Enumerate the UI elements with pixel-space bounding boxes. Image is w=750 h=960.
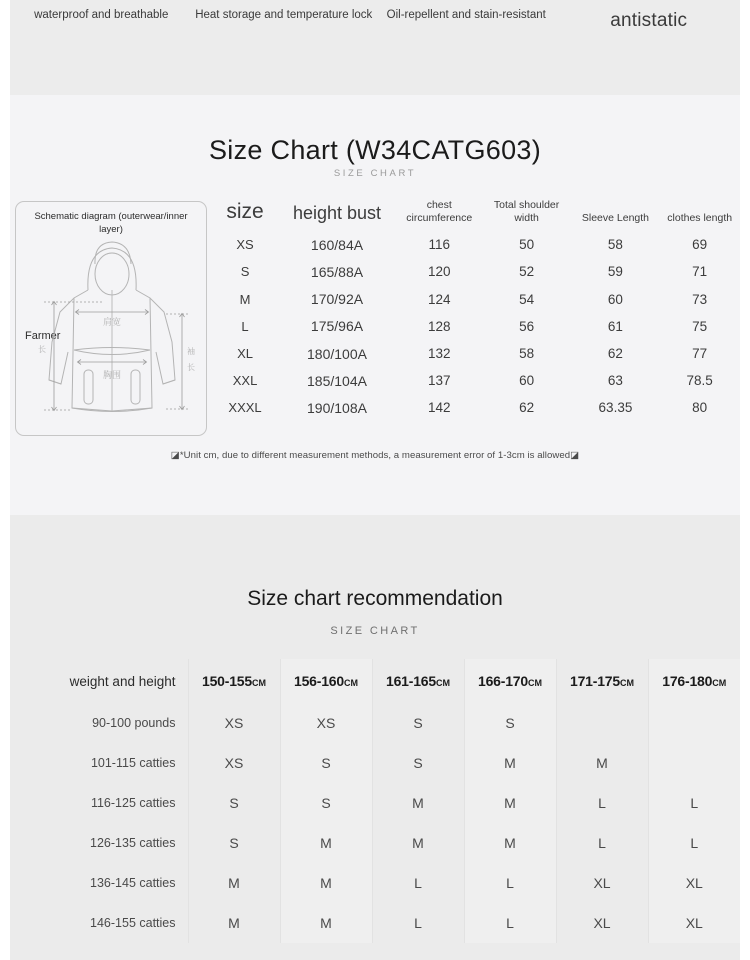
- recommended-size-cell: XS: [188, 703, 280, 743]
- recommended-size-cell: M: [464, 823, 556, 863]
- feature-row: [10, 0, 740, 34]
- recommendation-body: [10, 703, 740, 943]
- cell-size: XXL: [232, 373, 258, 389]
- recommended-size-cell: S: [372, 703, 464, 743]
- cell-height-bust: 165/88A: [310, 263, 364, 280]
- size-table-header-row: [213, 199, 740, 231]
- recommended-size-cell: S: [372, 743, 464, 783]
- cell-clothes-length: 77: [692, 346, 708, 362]
- size-chart-body: [10, 201, 740, 436]
- cell-size: S: [240, 264, 250, 280]
- cell-height-bust: 185/104A: [307, 372, 367, 389]
- cell-chest-circumference: 120: [428, 264, 451, 280]
- size-table-body: [213, 231, 740, 421]
- size-table-row: [213, 313, 740, 340]
- size-chart-title: Size Chart (W34CATG603): [209, 135, 541, 165]
- chest-label: 胸围: [102, 371, 122, 381]
- cell-size: M: [239, 291, 251, 307]
- cell-size: XS: [236, 237, 254, 253]
- cell-sleeve-length: 63: [607, 373, 623, 389]
- cell-clothes-length: 78.5: [686, 373, 713, 389]
- recommended-size-cell: XS: [280, 703, 372, 743]
- cell-total-shoulder-width: 52: [519, 264, 535, 280]
- height-range: 176-180: [662, 673, 713, 689]
- recommended-size-cell: L: [556, 823, 648, 863]
- recommended-size-cell: XL: [648, 863, 740, 903]
- col-header-clothes-length: clothes length: [667, 211, 733, 224]
- recommended-size-cell: M: [280, 823, 372, 863]
- recommendation-corner-label: weight and height: [69, 673, 176, 689]
- col-header-total-shoulder-width: Total shoulder width: [493, 199, 560, 224]
- cell-total-shoulder-width: 62: [519, 400, 535, 416]
- cell-total-shoulder-width: 56: [519, 318, 535, 334]
- recommended-size-cell: M: [280, 903, 372, 943]
- size-measurements-table: [213, 199, 740, 422]
- recommended-size-cell: L: [464, 863, 556, 903]
- recommended-size-cell: S: [188, 823, 280, 863]
- height-unit: CM: [527, 678, 542, 688]
- recommended-size-cell: L: [648, 823, 740, 863]
- cell-chest-circumference: 124: [428, 291, 451, 307]
- recommended-size-cell: S: [188, 783, 280, 823]
- cell-height-bust: 180/100A: [307, 345, 367, 362]
- cell-chest-circumference: 132: [428, 346, 451, 362]
- recommended-size-cell: [648, 743, 740, 783]
- cell-height-bust: 175/96A: [310, 318, 364, 335]
- recommended-size-cell: M: [188, 903, 280, 943]
- cell-height-bust: 160/84A: [310, 236, 364, 253]
- height-range: 166-170: [478, 673, 528, 689]
- recommended-size-cell: L: [648, 783, 740, 823]
- recommended-size-cell: M: [372, 823, 464, 863]
- jacket-illustration: [16, 202, 207, 436]
- height-column-header-150-155: [188, 659, 280, 703]
- recommended-size-cell: [556, 703, 648, 743]
- height-unit: CM: [712, 678, 727, 688]
- recommendation-row: [10, 903, 740, 943]
- recommendation-title: Size chart recommendation: [247, 587, 503, 610]
- recommendation-row: [10, 823, 740, 863]
- height-range: 150-155: [202, 673, 252, 689]
- height-range: 161-165: [386, 673, 436, 689]
- recommendation-row: [10, 863, 740, 903]
- cell-sleeve-length: 63.35: [598, 400, 633, 416]
- recommendation-subtitle: SIZE CHART: [330, 625, 420, 637]
- cell-chest-circumference: 142: [428, 400, 451, 416]
- recommended-size-cell: XL: [648, 903, 740, 943]
- height-column-header-166-170: [464, 659, 556, 703]
- cell-size: XL: [237, 346, 253, 362]
- shoulder-width-label: 肩宽: [102, 318, 122, 328]
- feature-waterproof: waterproof and breathable: [34, 9, 169, 21]
- feature-oil-repellent: Oil-repellent and stain-resistant: [386, 9, 546, 21]
- size-recommendation-section: [10, 515, 740, 960]
- height-column-header-161-165: [372, 659, 464, 703]
- recommended-size-cell: L: [372, 903, 464, 943]
- cell-sleeve-length: 62: [607, 346, 623, 362]
- cell-clothes-length: 75: [692, 318, 708, 334]
- recommended-size-cell: M: [556, 743, 648, 783]
- size-table-row: [213, 367, 740, 394]
- col-header-height-bust: height bust: [292, 202, 382, 223]
- recommended-size-cell: M: [372, 783, 464, 823]
- recommended-size-cell: S: [464, 703, 556, 743]
- height-column-header-171-175: [556, 659, 648, 703]
- sleeve-label: 袖: [187, 347, 195, 356]
- sleeve-length-label: 长: [187, 363, 195, 372]
- recommended-size-cell: [648, 703, 740, 743]
- recommendation-row: [10, 783, 740, 823]
- body-length-label: 长: [38, 345, 46, 354]
- recommended-size-cell: L: [464, 903, 556, 943]
- recommendation-row: [10, 703, 740, 743]
- cell-height-bust: 190/108A: [307, 399, 367, 416]
- size-chart-section: [10, 95, 740, 515]
- feature-heat-storage: Heat storage and temperature lock: [195, 9, 373, 21]
- height-range: 171-175: [570, 673, 620, 689]
- size-table-row: [213, 286, 740, 313]
- cell-sleeve-length: 61: [607, 318, 623, 334]
- col-header-size: size: [226, 200, 264, 223]
- weight-range-label: 116-125 catties: [90, 796, 176, 810]
- feature-strip: [10, 0, 740, 95]
- recommendation-header-row: [10, 659, 740, 703]
- height-column-header-176-180: [648, 659, 740, 703]
- col-header-chest-circumference: chest circumference: [406, 199, 473, 224]
- schematic-caption: Schematic diagram (outerwear/inner layer): [34, 211, 188, 235]
- schematic-farmer-label: Farmer: [25, 330, 61, 342]
- weight-range-label: 136-145 catties: [90, 876, 176, 890]
- recommended-size-cell: XS: [188, 743, 280, 783]
- cell-clothes-length: 80: [692, 400, 708, 416]
- col-header-sleeve-length: Sleeve Length: [581, 211, 650, 224]
- recommended-size-cell: XL: [556, 863, 648, 903]
- cell-clothes-length: 69: [692, 237, 708, 253]
- size-table-row: [213, 231, 740, 258]
- cell-total-shoulder-width: 60: [519, 373, 535, 389]
- recommended-size-cell: S: [280, 743, 372, 783]
- weight-range-label: 146-155 catties: [90, 916, 176, 930]
- recommendation-table: [10, 659, 740, 943]
- size-table-row: [213, 340, 740, 367]
- recommended-size-cell: L: [372, 863, 464, 903]
- weight-range-label: 90-100 pounds: [92, 716, 176, 730]
- cell-size: L: [241, 318, 249, 334]
- size-table-row: [213, 394, 740, 421]
- recommended-size-cell: XL: [556, 903, 648, 943]
- height-unit: CM: [251, 678, 266, 688]
- height-range: 156-160: [294, 673, 344, 689]
- size-chart-subtitle: SIZE CHART: [333, 168, 417, 179]
- cell-total-shoulder-width: 58: [519, 346, 535, 362]
- cell-clothes-length: 71: [692, 264, 708, 280]
- feature-antistatic: antistatic: [610, 10, 688, 31]
- height-unit: CM: [435, 678, 450, 688]
- cell-chest-circumference: 137: [428, 373, 451, 389]
- recommendation-title-block: [10, 515, 740, 637]
- size-table-row: [213, 258, 740, 285]
- schematic-diagram: [15, 201, 207, 436]
- cell-size: XXXL: [228, 400, 262, 416]
- recommendation-row: [10, 743, 740, 783]
- cell-total-shoulder-width: 50: [519, 237, 535, 253]
- measurement-note: ◪*Unit cm, due to different measurement methods, a measurement error of 1-3cm is allowed◪: [170, 450, 580, 461]
- cell-total-shoulder-width: 54: [519, 291, 535, 307]
- recommended-size-cell: S: [280, 783, 372, 823]
- recommended-size-cell: M: [464, 783, 556, 823]
- height-column-header-156-160: [280, 659, 372, 703]
- recommended-size-cell: M: [280, 863, 372, 903]
- size-chart-title-block: [10, 95, 740, 179]
- recommended-size-cell: M: [188, 863, 280, 903]
- height-unit: CM: [343, 678, 358, 688]
- cell-sleeve-length: 58: [607, 237, 623, 253]
- height-unit: CM: [619, 678, 634, 688]
- weight-range-label: 101-115 catties: [90, 756, 176, 770]
- recommended-size-cell: M: [464, 743, 556, 783]
- cell-clothes-length: 73: [692, 291, 708, 307]
- cell-chest-circumference: 116: [428, 237, 451, 253]
- cell-chest-circumference: 128: [428, 318, 451, 334]
- cell-sleeve-length: 60: [607, 291, 623, 307]
- weight-range-label: 126-135 catties: [90, 836, 176, 850]
- cell-sleeve-length: 59: [607, 264, 623, 280]
- cell-height-bust: 170/92A: [310, 291, 364, 308]
- recommended-size-cell: L: [556, 783, 648, 823]
